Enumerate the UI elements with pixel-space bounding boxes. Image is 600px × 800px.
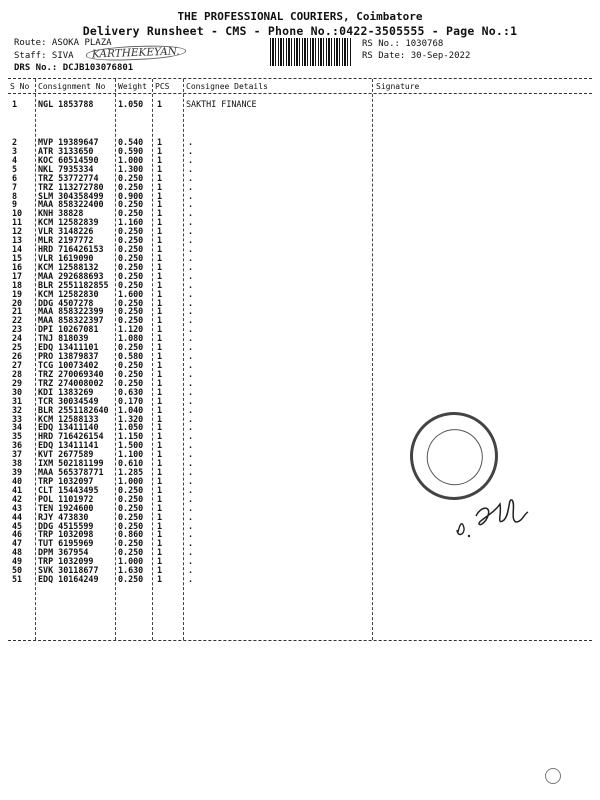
col-divider — [115, 79, 116, 640]
col-consignment: Consignment No — [38, 82, 106, 91]
row-consignee: . — [188, 368, 194, 379]
row-sno: 41 — [12, 484, 23, 495]
row-consignment: MAA 292688693 — [38, 270, 104, 281]
row-weight: 1.630 — [118, 565, 144, 576]
row-sno: 15 — [12, 252, 23, 263]
row-consignment: CLT 15443495 — [38, 484, 99, 495]
row-consignee: . — [188, 324, 194, 335]
row-consignee: . — [188, 261, 194, 272]
row-sno: 17 — [12, 270, 23, 281]
handwritten-name: KARTHEKEYAN. — [86, 44, 186, 61]
row-sno: 27 — [12, 360, 23, 370]
row-consignee: . — [188, 145, 194, 156]
row-pcs: 1 — [157, 163, 163, 174]
row-pcs: 1 — [157, 493, 163, 504]
row-weight: 0.250 — [118, 520, 144, 531]
row-consignee: . — [188, 199, 194, 210]
row-sno: 14 — [12, 244, 23, 255]
col-divider — [372, 79, 373, 640]
col-divider — [152, 79, 153, 640]
row-weight: 0.250 — [118, 574, 144, 585]
row-consignment: TCR 30034549 — [38, 395, 99, 406]
row-weight: 0.900 — [118, 190, 144, 201]
row-weight: 1.500 — [118, 440, 144, 451]
row-pcs: 1 — [157, 547, 163, 558]
row-consignment: DPM 367954 — [38, 547, 89, 558]
row-sno: 16 — [12, 261, 23, 272]
row-weight: 0.250 — [118, 342, 144, 353]
row-pcs: 1 — [157, 449, 163, 460]
row-consignee: . — [188, 252, 194, 263]
row-sno: 47 — [12, 538, 23, 549]
row-weight: 0.250 — [118, 270, 144, 281]
row-pcs: 1 — [157, 475, 163, 486]
table-top-rule — [8, 78, 592, 79]
row-pcs: 1 — [157, 315, 163, 326]
row-weight: 0.250 — [118, 181, 144, 192]
row-sno: 4 — [12, 154, 18, 165]
row-consignee: . — [188, 351, 194, 362]
row-weight: 1.100 — [118, 449, 144, 460]
row-sno: 3 — [12, 145, 18, 156]
row-weight: 1.000 — [118, 475, 144, 486]
row-consignment: DPI 10267081 — [38, 324, 99, 335]
row-sno: 22 — [12, 315, 23, 326]
row-consignment: RJY 473830 — [38, 511, 89, 522]
row-consignment: KCM 12582839 — [38, 217, 99, 228]
row-consignment: ATR 3133650 — [38, 145, 94, 156]
row-pcs: 1 — [157, 324, 163, 335]
row-weight: 0.250 — [118, 547, 144, 558]
row-pcs: 1 — [157, 333, 163, 344]
row-consignment: VLR 3148226 — [38, 226, 94, 237]
row-consignee: . — [188, 333, 194, 344]
row-consignment: KCM 12588133 — [38, 413, 99, 424]
row-pcs: 1 — [157, 574, 163, 585]
row-weight: 0.590 — [118, 145, 144, 156]
row-pcs: 1 — [157, 217, 163, 228]
row-sno: 51 — [12, 574, 23, 585]
row-weight: 1.040 — [118, 404, 144, 415]
row-weight: 0.630 — [118, 386, 144, 397]
col-divider — [183, 79, 184, 640]
row-sno: 34 — [12, 422, 23, 433]
row-pcs: 1 — [157, 351, 163, 362]
row-consignee: . — [188, 574, 194, 585]
row-weight: 0.250 — [118, 502, 144, 513]
row-consignment: TNJ 818039 — [38, 333, 89, 344]
row-consignee: . — [188, 422, 194, 433]
row-sno: 46 — [12, 529, 23, 540]
row-sno: 29 — [12, 377, 23, 388]
row-consignee: . — [188, 270, 194, 281]
row-pcs: 1 — [157, 297, 163, 308]
row-consignment: MLR 2197772 — [38, 235, 94, 246]
row-consignment: POL 1101972 — [38, 493, 94, 504]
row-pcs: 1 — [157, 190, 163, 201]
row-pcs: 1 — [157, 288, 163, 299]
row-consignment: HRD 716426154 — [38, 431, 104, 442]
barcode-image — [270, 38, 352, 66]
row-consignment: IXM 502181199 — [38, 458, 104, 469]
row-sno: 24 — [12, 333, 23, 344]
row-consignment: KOC 60514590 — [38, 154, 99, 165]
row-weight: 0.250 — [118, 235, 144, 246]
row-weight: 1.080 — [118, 333, 144, 344]
row-weight: 1.050 — [118, 99, 144, 109]
rs-number: RS No.: 1030768 — [362, 39, 444, 49]
row-weight: 0.250 — [118, 297, 144, 308]
row-sno: 8 — [12, 190, 18, 201]
row-sno: 37 — [12, 449, 23, 460]
stamp-inner-ring — [422, 424, 488, 490]
row-pcs: 1 — [157, 181, 163, 192]
row-pcs: 1 — [157, 172, 163, 183]
row-weight: 0.860 — [118, 529, 144, 540]
row-pcs: 1 — [157, 279, 163, 290]
row-consignee: . — [188, 556, 194, 567]
row-weight: 1.000 — [118, 154, 144, 165]
row-consignment: SVK 30118677 — [38, 565, 99, 576]
row-consignee: . — [188, 377, 194, 388]
row-consignee: . — [188, 520, 194, 531]
row-consignee: . — [188, 511, 194, 522]
row-consignment: MAA 858322399 — [38, 306, 104, 317]
row-pcs: 1 — [157, 199, 163, 210]
row-sno: 44 — [12, 511, 23, 522]
row-consignment: BLR 2551182855 — [38, 279, 109, 290]
row-consignee: . — [188, 395, 194, 406]
row-consignee: . — [188, 493, 194, 504]
runsheet-subtitle: Delivery Runsheet - CMS - Phone No.:0422-3505555 - Page No.:1 — [82, 24, 518, 38]
row-pcs: 1 — [157, 360, 163, 370]
row-consignee: . — [188, 413, 194, 424]
row-consignment: MAA 858322400 — [38, 199, 104, 210]
row-consignment: TRP 1032098 — [38, 529, 94, 540]
row-sno: 42 — [12, 493, 23, 504]
row-consignee: . — [188, 208, 194, 219]
row-consignee: . — [188, 163, 194, 174]
row-sno: 33 — [12, 413, 23, 424]
row-pcs: 1 — [157, 226, 163, 237]
row-pcs: 1 — [157, 467, 163, 478]
row-sno: 23 — [12, 324, 23, 335]
row-weight: 0.250 — [118, 484, 144, 495]
row-consignee: . — [188, 386, 194, 397]
row-weight: 0.250 — [118, 172, 144, 183]
row-consignee: . — [188, 467, 194, 478]
row-sno: 48 — [12, 547, 23, 558]
row-sno: 30 — [12, 386, 23, 397]
row-consignment: TUT 6195969 — [38, 538, 94, 549]
row-weight: 0.170 — [118, 395, 144, 406]
row-consignment: SLM 304358499 — [38, 190, 104, 201]
row-consignee: . — [188, 565, 194, 576]
row-sno: 1 — [12, 99, 18, 109]
rs-date: RS Date: 30-Sep-2022 — [362, 51, 471, 61]
row-consignment: TCG 10073402 — [38, 360, 99, 370]
row-consignee: . — [188, 529, 194, 540]
row-pcs: 1 — [157, 270, 163, 281]
row-consignment: KCM 12588132 — [38, 261, 99, 272]
row-pcs: 1 — [157, 99, 163, 109]
row-weight: 0.250 — [118, 208, 144, 219]
row-pcs: 1 — [157, 395, 163, 406]
row-sno: 31 — [12, 395, 23, 406]
row-consignee: . — [188, 137, 194, 147]
row-pcs: 1 — [157, 502, 163, 513]
row-sno: 11 — [12, 217, 23, 228]
row-pcs: 1 — [157, 377, 163, 388]
row-consignee: . — [188, 226, 194, 237]
row-sno: 7 — [12, 181, 18, 192]
row-weight: 0.250 — [118, 368, 144, 379]
row-consignee: SAKTHI FINANCE — [186, 99, 257, 109]
table-bottom-rule — [8, 640, 592, 641]
row-weight: 1.150 — [118, 431, 144, 442]
row-consignee: . — [188, 235, 194, 246]
row-consignee: . — [188, 431, 194, 442]
row-weight: 1.320 — [118, 413, 144, 424]
row-pcs: 1 — [157, 252, 163, 263]
row-sno: 9 — [12, 199, 18, 210]
row-sno: 21 — [12, 306, 23, 317]
row-sno: 39 — [12, 467, 23, 478]
row-consignment: TRZ 53772774 — [38, 172, 99, 183]
row-consignment: MAA 565378771 — [38, 467, 104, 478]
row-sno: 2 — [12, 137, 18, 147]
row-weight: 1.160 — [118, 217, 144, 228]
row-consignment: EDQ 13411101 — [38, 342, 99, 353]
row-weight: 0.250 — [118, 315, 144, 326]
row-consignment: DDG 4507278 — [38, 297, 94, 308]
row-consignment: EDQ 13411140 — [38, 422, 99, 433]
scan-mark-icon — [545, 768, 561, 784]
row-weight: 0.540 — [118, 137, 144, 147]
row-sno: 12 — [12, 226, 23, 237]
row-pcs: 1 — [157, 413, 163, 424]
row-consignment: DDG 4515599 — [38, 520, 94, 531]
row-sno: 25 — [12, 342, 23, 353]
row-weight: 0.250 — [118, 511, 144, 522]
header-bottom-rule — [8, 93, 592, 94]
row-consignment: EDQ 10164249 — [38, 574, 99, 585]
row-consignee: . — [188, 360, 194, 370]
row-consignment: TRP 1032097 — [38, 475, 94, 486]
row-consignee: . — [188, 502, 194, 513]
row-consignee: . — [188, 449, 194, 460]
row-pcs: 1 — [157, 458, 163, 469]
row-sno: 19 — [12, 288, 23, 299]
row-pcs: 1 — [157, 431, 163, 442]
row-consignment: HRD 716426153 — [38, 244, 104, 255]
row-sno: 10 — [12, 208, 23, 219]
row-pcs: 1 — [157, 208, 163, 219]
row-weight: 1.600 — [118, 288, 144, 299]
row-pcs: 1 — [157, 538, 163, 549]
row-consignee: . — [188, 190, 194, 201]
row-sno: 36 — [12, 440, 23, 451]
row-pcs: 1 — [157, 137, 163, 147]
row-pcs: 1 — [157, 386, 163, 397]
row-consignment: PRO 13879837 — [38, 351, 99, 362]
row-consignee: . — [188, 315, 194, 326]
row-sno: 43 — [12, 502, 23, 513]
row-consignment: BLR 2551182640 — [38, 404, 109, 415]
row-weight: 0.580 — [118, 351, 144, 362]
row-sno: 6 — [12, 172, 18, 183]
row-consignee: . — [188, 288, 194, 299]
row-weight: 0.250 — [118, 360, 144, 370]
row-consignee: . — [188, 458, 194, 469]
row-consignee: . — [188, 342, 194, 353]
staff-label: Staff: SIVA — [14, 51, 74, 61]
row-consignee: . — [188, 217, 194, 228]
row-weight: 0.250 — [118, 261, 144, 272]
signature-scribble — [452, 486, 542, 556]
row-weight: 1.050 — [118, 422, 144, 433]
row-sno: 26 — [12, 351, 23, 362]
row-sno: 13 — [12, 235, 23, 246]
row-sno: 35 — [12, 431, 23, 442]
row-weight: 0.250 — [118, 226, 144, 237]
row-pcs: 1 — [157, 565, 163, 576]
col-weight: Weight — [118, 82, 147, 91]
row-pcs: 1 — [157, 342, 163, 353]
row-pcs: 1 — [157, 368, 163, 379]
col-pcs: PCS — [155, 82, 170, 91]
row-pcs: 1 — [157, 520, 163, 531]
row-weight: 1.000 — [118, 556, 144, 567]
col-signature: Signature — [376, 82, 420, 91]
row-consignee: . — [188, 154, 194, 165]
row-pcs: 1 — [157, 511, 163, 522]
row-consignment: TRZ 113272780 — [38, 181, 104, 192]
row-consignee: . — [188, 475, 194, 486]
row-pcs: 1 — [157, 440, 163, 451]
row-consignee: . — [188, 440, 194, 451]
row-consignment: TEN 1924600 — [38, 502, 94, 513]
row-consignee: . — [188, 172, 194, 183]
row-pcs: 1 — [157, 145, 163, 156]
row-weight: 0.250 — [118, 306, 144, 317]
row-consignment: KCM 12582830 — [38, 288, 99, 299]
row-pcs: 1 — [157, 556, 163, 567]
row-weight: 1.300 — [118, 163, 144, 174]
row-consignment: EDQ 13411141 — [38, 440, 99, 451]
row-consignee: . — [188, 404, 194, 415]
row-weight: 1.120 — [118, 324, 144, 335]
row-sno: 38 — [12, 458, 23, 469]
row-pcs: 1 — [157, 422, 163, 433]
row-sno: 50 — [12, 565, 23, 576]
row-sno: 5 — [12, 163, 18, 174]
row-sno: 45 — [12, 520, 23, 531]
row-pcs: 1 — [157, 244, 163, 255]
row-weight: 0.250 — [118, 538, 144, 549]
row-pcs: 1 — [157, 529, 163, 540]
row-consignment: KVT 2677589 — [38, 449, 94, 460]
row-weight: 0.250 — [118, 244, 144, 255]
row-consignee: . — [188, 306, 194, 317]
col-consignee: Consignee Details — [186, 82, 268, 91]
row-sno: 32 — [12, 404, 23, 415]
row-sno: 40 — [12, 475, 23, 486]
row-pcs: 1 — [157, 484, 163, 495]
row-consignment: KNH 38828 — [38, 208, 84, 219]
row-consignment: TRP 1032099 — [38, 556, 94, 567]
row-consignment: KDI 1383269 — [38, 386, 94, 397]
row-pcs: 1 — [157, 154, 163, 165]
row-pcs: 1 — [157, 235, 163, 246]
row-weight: 0.250 — [118, 493, 144, 504]
row-consignment: NKL 7935334 — [38, 163, 94, 174]
row-pcs: 1 — [157, 261, 163, 272]
row-weight: 0.250 — [118, 199, 144, 210]
row-consignee: . — [188, 547, 194, 558]
row-weight: 0.610 — [118, 458, 144, 469]
row-weight: 1.285 — [118, 467, 144, 478]
row-weight: 0.250 — [118, 377, 144, 388]
route-label: Route: ASOKA PLAZA — [14, 38, 112, 48]
row-sno: 20 — [12, 297, 23, 308]
row-consignment: TRZ 270069340 — [38, 368, 104, 379]
row-consignee: . — [188, 484, 194, 495]
row-consignment: MAA 858322397 — [38, 315, 104, 326]
row-pcs: 1 — [157, 306, 163, 317]
row-sno: 18 — [12, 279, 23, 290]
row-consignee: . — [188, 279, 194, 290]
drs-number: DRS No.: DCJB103076801 — [14, 63, 134, 73]
row-sno: 28 — [12, 368, 23, 379]
row-weight: 0.250 — [118, 279, 144, 290]
row-consignee: . — [188, 181, 194, 192]
row-consignment: MVP 19389647 — [38, 137, 99, 147]
col-divider — [35, 79, 36, 640]
col-sno: S No — [10, 82, 30, 91]
row-consignee: . — [188, 244, 194, 255]
row-weight: 0.250 — [118, 252, 144, 263]
row-consignment: TRZ 274008002 — [38, 377, 104, 388]
row-consignee: . — [188, 538, 194, 549]
row-sno: 49 — [12, 556, 23, 567]
row-consignment: NGL 1853788 — [38, 99, 94, 109]
row-pcs: 1 — [157, 404, 163, 415]
company-title: THE PROFESSIONAL COURIERS, Coimbatore — [177, 10, 423, 23]
row-consignment: VLR 1619090 — [38, 252, 94, 263]
row-consignee: . — [188, 297, 194, 308]
